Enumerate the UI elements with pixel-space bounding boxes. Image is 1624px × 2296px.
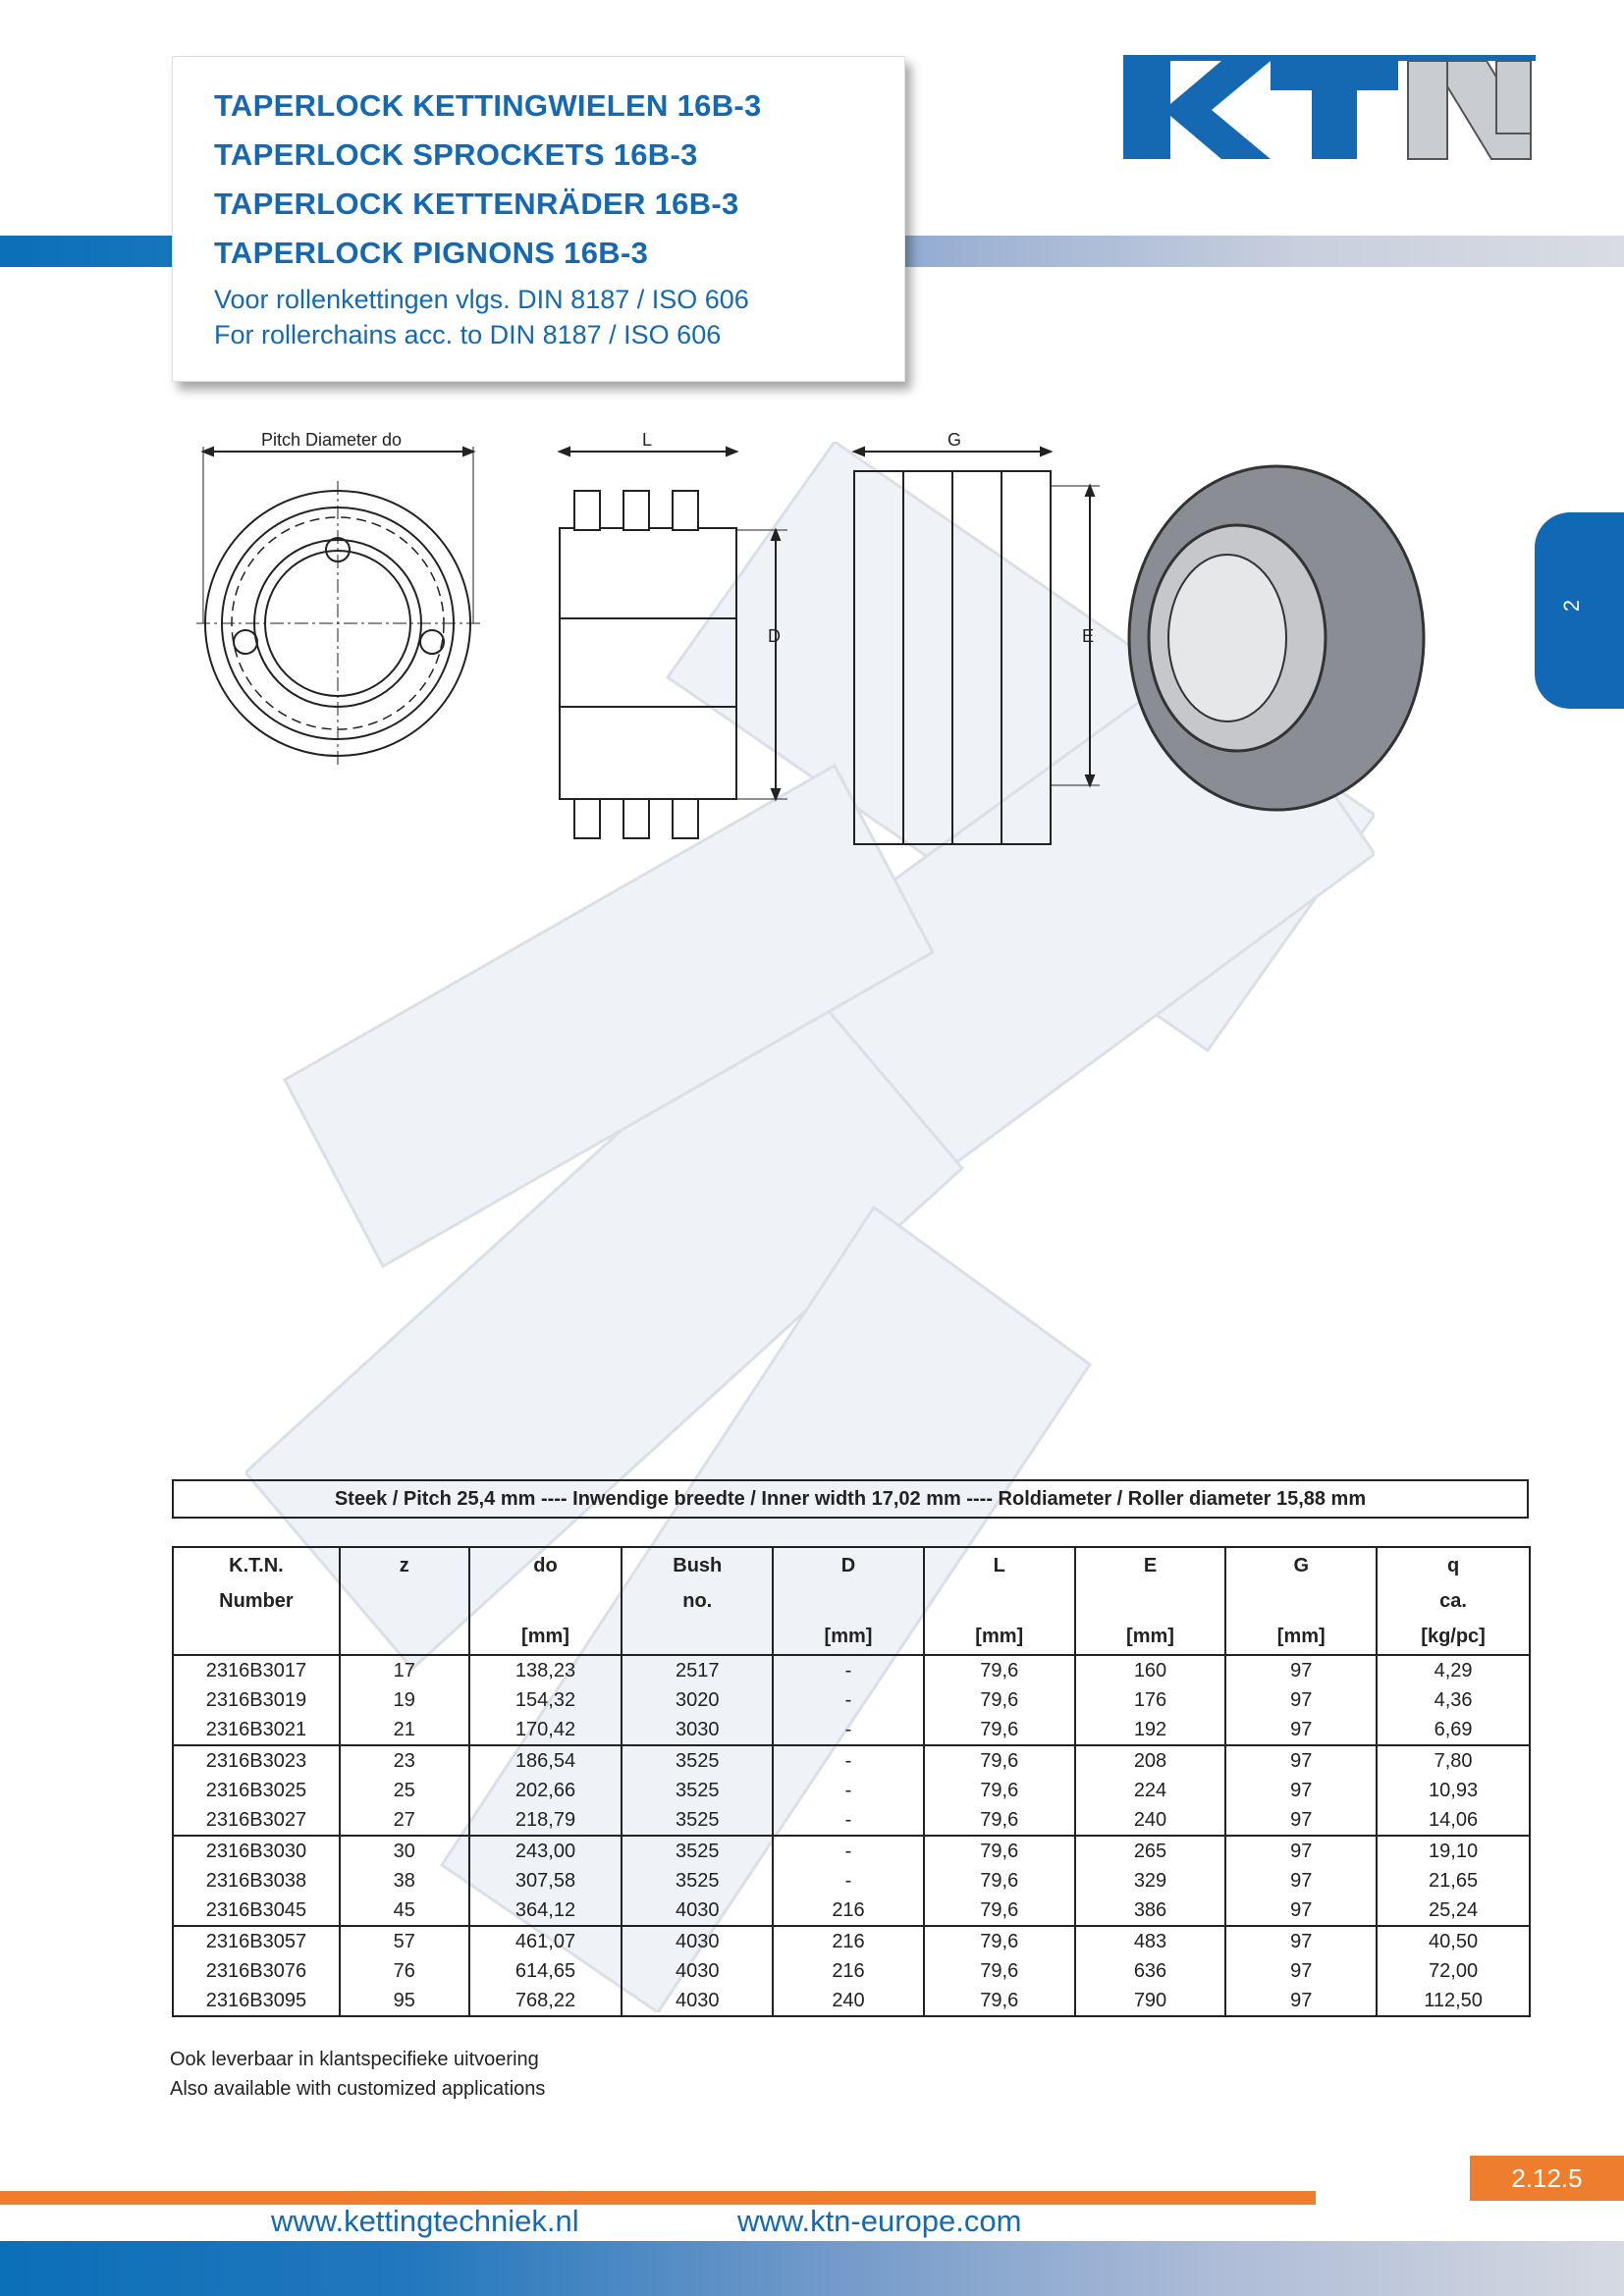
table-cell: 3020	[622, 1685, 773, 1715]
table-cell: 160	[1075, 1655, 1226, 1685]
table-cell: -	[773, 1776, 924, 1805]
table-cell: 2316B3038	[173, 1866, 340, 1896]
column-header-line: K.T.N.	[229, 1555, 284, 1576]
side-view-drawing	[560, 448, 787, 838]
table-row	[173, 1685, 1530, 1715]
column-header-line	[1076, 1583, 1225, 1619]
table-cell: 30	[340, 1836, 469, 1866]
column-header	[1075, 1547, 1226, 1655]
table-cell: 216	[773, 1896, 924, 1926]
table-row	[173, 1715, 1530, 1745]
chapter-tab	[1535, 512, 1624, 709]
table-cell: -	[773, 1655, 924, 1685]
table-cell: 79,6	[924, 1655, 1075, 1685]
table-cell: 23	[340, 1745, 469, 1776]
table-row	[173, 1986, 1530, 2016]
table-cell: 79,6	[924, 1986, 1075, 2016]
table-cell: 97	[1225, 1745, 1377, 1776]
title-nl: TAPERLOCK KETTINGWIELEN 16B-3	[214, 88, 762, 123]
table-row	[173, 1866, 1530, 1896]
table-cell: -	[773, 1685, 924, 1715]
footer-orange-bar	[0, 2191, 1316, 2205]
column-header-line	[623, 1619, 772, 1654]
table-cell: 3525	[622, 1745, 773, 1776]
table-cell: 97	[1225, 1715, 1377, 1745]
table-cell: 97	[1225, 1866, 1377, 1896]
table-cell: 45	[340, 1896, 469, 1926]
table-cell: 76	[340, 1956, 469, 1986]
table-cell: 224	[1075, 1776, 1226, 1805]
table-cell: 97	[1225, 1896, 1377, 1926]
table-cell: 3525	[622, 1805, 773, 1836]
title-en: TAPERLOCK SPROCKETS 16B-3	[214, 137, 698, 172]
table-cell: 208	[1075, 1745, 1226, 1776]
table-cell: 386	[1075, 1896, 1226, 1926]
table-cell: 79,6	[924, 1896, 1075, 1926]
subtitle-en: For rollerchains acc. to DIN 8187 / ISO 606	[214, 320, 722, 349]
table-cell: 79,6	[924, 1866, 1075, 1896]
column-header-line: [mm]	[521, 1626, 569, 1647]
note-nl: Ook leverbaar in klantspecifieke uitvoering	[170, 2049, 539, 2070]
column-header	[1225, 1547, 1377, 1655]
column-header-line: [mm]	[975, 1626, 1024, 1647]
column-header-line: [mm]	[1276, 1626, 1326, 1647]
footer-band	[0, 2241, 1624, 2296]
column-header-line: G	[1293, 1555, 1310, 1576]
table-cell: 97	[1225, 1956, 1377, 1986]
technical-drawings	[187, 412, 1483, 864]
column-header-line: z	[399, 1555, 409, 1576]
table-cell: 243,00	[469, 1836, 623, 1866]
column-header-line: E	[1143, 1555, 1158, 1576]
table-cell: 216	[773, 1956, 924, 1986]
chain-view-drawing	[854, 448, 1100, 844]
table-cell: 79,6	[924, 1805, 1075, 1836]
table-cell: 19,10	[1377, 1836, 1530, 1866]
table-cell: 57	[340, 1926, 469, 1956]
column-header-line	[925, 1583, 1074, 1619]
column-header-line: q	[1446, 1555, 1460, 1576]
table-cell: 79,6	[924, 1836, 1075, 1866]
column-header-line: D	[840, 1555, 856, 1576]
table-cell: 6,69	[1377, 1715, 1530, 1745]
table-cell: 2316B3030	[173, 1836, 340, 1866]
table-cell: 202,66	[469, 1776, 623, 1805]
ktn-logo	[1123, 55, 1536, 165]
table-cell: 97	[1225, 1926, 1377, 1956]
page-number: 2.12.5	[1470, 2156, 1624, 2201]
table-cell: 329	[1075, 1866, 1226, 1896]
column-header-line	[470, 1583, 622, 1619]
pitch-diameter-label: Pitch Diameter do	[261, 430, 403, 450]
table-cell: 97	[1225, 1986, 1377, 2016]
table-cell: -	[773, 1836, 924, 1866]
table-cell: 79,6	[924, 1715, 1075, 1745]
sprocket-table	[172, 1546, 1531, 2017]
table-cell: -	[773, 1715, 924, 1745]
spec-line: Steek / Pitch 25,4 mm ---- Inwendige breedte / Inner width 17,02 mm ---- Roldiameter / Roller diameter 15,88 mm	[172, 1479, 1529, 1519]
column-header-line: Bush	[673, 1555, 723, 1576]
table-cell: 192	[1075, 1715, 1226, 1745]
table-cell: 307,58	[469, 1866, 623, 1896]
column-header-line: [kg/pc]	[1421, 1626, 1486, 1647]
table-cell: 2316B3045	[173, 1896, 340, 1926]
table-cell: 240	[1075, 1805, 1226, 1836]
column-header-line	[174, 1619, 339, 1654]
table-cell: 79,6	[924, 1926, 1075, 1956]
table-cell: 3030	[622, 1715, 773, 1745]
table-cell: 14,06	[1377, 1805, 1530, 1836]
column-header-line: [mm]	[1126, 1626, 1174, 1647]
table-cell: 21,65	[1377, 1866, 1530, 1896]
title-fr: TAPERLOCK PIGNONS 16B-3	[214, 236, 649, 270]
table-cell: 2316B3095	[173, 1986, 340, 2016]
column-header	[773, 1547, 924, 1655]
table-cell: 79,6	[924, 1685, 1075, 1715]
table-cell: 19	[340, 1685, 469, 1715]
table-cell: 138,23	[469, 1655, 623, 1685]
column-header-line: no.	[682, 1590, 713, 1612]
column-header-line	[774, 1583, 923, 1619]
d-label: D	[768, 626, 781, 646]
l-label: L	[642, 430, 653, 450]
front-view-drawing	[196, 447, 481, 766]
table-row	[173, 1805, 1530, 1836]
table-cell: 790	[1075, 1986, 1226, 2016]
table-cell: 79,6	[924, 1956, 1075, 1986]
column-header	[622, 1547, 773, 1655]
table-cell: 768,22	[469, 1986, 623, 2016]
table-row	[173, 1896, 1530, 1926]
table-cell: 4030	[622, 1926, 773, 1956]
table-row	[173, 1776, 1530, 1805]
table-cell: 97	[1225, 1805, 1377, 1836]
column-header-line: Number	[219, 1590, 294, 1612]
g-label: G	[947, 430, 962, 450]
table-cell: 2316B3023	[173, 1745, 340, 1776]
table-cell: 79,6	[924, 1776, 1075, 1805]
column-header-line	[341, 1583, 468, 1619]
chapter-number: 2	[1559, 599, 1585, 613]
column-header	[469, 1547, 623, 1655]
table-cell: 2316B3017	[173, 1655, 340, 1685]
table-cell: 170,42	[469, 1715, 623, 1745]
sprocket-3d-image	[1129, 466, 1424, 810]
table-cell: 3525	[622, 1836, 773, 1866]
table-cell: 97	[1225, 1836, 1377, 1866]
table-cell: -	[773, 1805, 924, 1836]
column-header-line	[1226, 1583, 1376, 1619]
table-cell: 4,29	[1377, 1655, 1530, 1685]
table-cell: 72,00	[1377, 1956, 1530, 1986]
table-cell: 2316B3025	[173, 1776, 340, 1805]
table-cell: 4030	[622, 1896, 773, 1926]
url-kettingtechniek[interactable]: www.kettingtechniek.nl	[271, 2204, 579, 2238]
column-header-line	[341, 1619, 468, 1654]
column-header	[1377, 1547, 1530, 1655]
column-header	[340, 1547, 469, 1655]
column-header-line: do	[533, 1555, 558, 1576]
table-cell: 2316B3019	[173, 1685, 340, 1715]
table-cell: 97	[1225, 1685, 1377, 1715]
table-cell: 176	[1075, 1685, 1226, 1715]
table-cell: 97	[1225, 1655, 1377, 1685]
table-cell: 218,79	[469, 1805, 623, 1836]
subtitle-nl: Voor rollenkettingen vlgs. DIN 8187 / ISO 606	[214, 285, 749, 314]
table-cell: 265	[1075, 1836, 1226, 1866]
table-cell: 2316B3027	[173, 1805, 340, 1836]
table-cell: 2316B3021	[173, 1715, 340, 1745]
table-cell: 154,32	[469, 1685, 623, 1715]
table-cell: -	[773, 1745, 924, 1776]
table-cell: 2517	[622, 1655, 773, 1685]
note-en: Also available with customized applications	[170, 2078, 546, 2100]
table-cell: 40,50	[1377, 1926, 1530, 1956]
table-cell: 186,54	[469, 1745, 623, 1776]
url-ktn-europe[interactable]: www.ktn-europe.com	[737, 2204, 1022, 2238]
table-cell: 25	[340, 1776, 469, 1805]
column-header-line: [mm]	[824, 1626, 873, 1647]
title-de: TAPERLOCK KETTENRÄDER 16B-3	[214, 187, 739, 221]
table-cell: 240	[773, 1986, 924, 2016]
column-header	[924, 1547, 1075, 1655]
table-cell: 79,6	[924, 1745, 1075, 1776]
column-header-line: ca.	[1439, 1590, 1467, 1612]
table-row	[173, 1655, 1530, 1685]
table-cell: 364,12	[469, 1896, 623, 1926]
table-cell: -	[773, 1866, 924, 1896]
table-header-row	[173, 1547, 1530, 1655]
column-header	[173, 1547, 340, 1655]
table-cell: 97	[1225, 1776, 1377, 1805]
table-cell: 614,65	[469, 1956, 623, 1986]
table-cell: 3525	[622, 1776, 773, 1805]
table-cell: 483	[1075, 1926, 1226, 1956]
table-cell: 2316B3057	[173, 1926, 340, 1956]
table-cell: 17	[340, 1655, 469, 1685]
table-row	[173, 1926, 1530, 1956]
table-cell: 7,80	[1377, 1745, 1530, 1776]
table-cell: 10,93	[1377, 1776, 1530, 1805]
table-cell: 95	[340, 1986, 469, 2016]
table-row	[173, 1956, 1530, 1986]
e-label: E	[1082, 626, 1095, 646]
table-cell: 4030	[622, 1956, 773, 1986]
table-cell: 2316B3076	[173, 1956, 340, 1986]
table-cell: 461,07	[469, 1926, 623, 1956]
column-header-line: L	[993, 1555, 1005, 1576]
table-row	[173, 1836, 1530, 1866]
table-cell: 27	[340, 1805, 469, 1836]
table-cell: 4,36	[1377, 1685, 1530, 1715]
table-row	[173, 1745, 1530, 1776]
table-cell: 25,24	[1377, 1896, 1530, 1926]
table-cell: 3525	[622, 1866, 773, 1896]
title-box	[172, 56, 905, 382]
table-cell: 112,50	[1377, 1986, 1530, 2016]
table-cell: 4030	[622, 1986, 773, 2016]
table-cell: 636	[1075, 1956, 1226, 1986]
table-cell: 21	[340, 1715, 469, 1745]
table-cell: 216	[773, 1926, 924, 1956]
table-cell: 38	[340, 1866, 469, 1896]
